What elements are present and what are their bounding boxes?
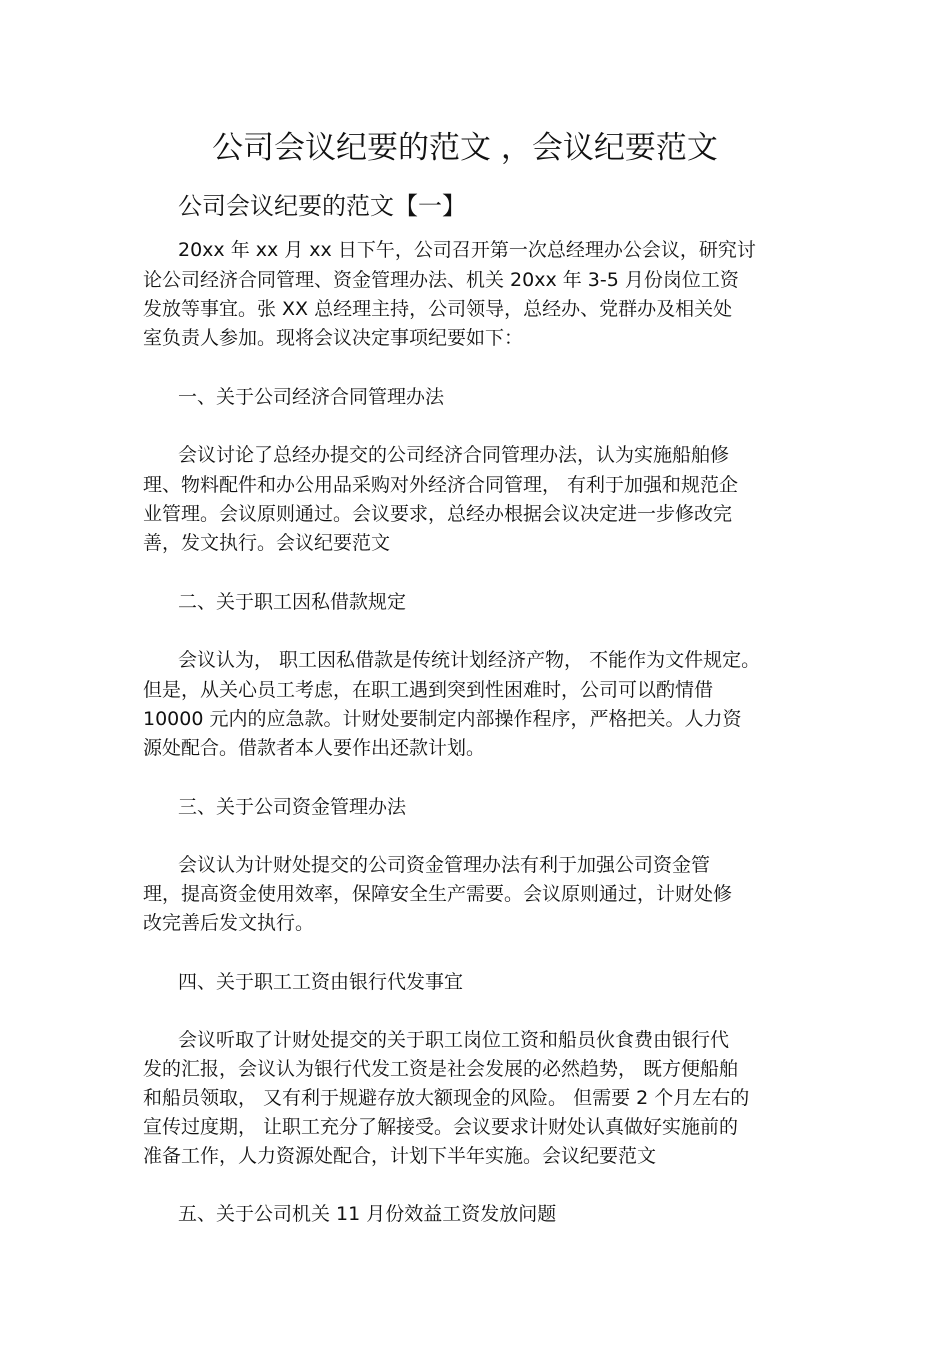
section-heading: 五、关于公司机关 11 月份效益工资发放问题: [178, 1203, 557, 1225]
paragraph-line: 善，发文执行。会议纪要范文: [143, 532, 391, 554]
paragraph-line: 准备工作，人力资源处配合，计划下半年实施。会议纪要范文: [143, 1145, 657, 1167]
paragraph-line: 室负责人参加。现将会议决定事项纪要如下：: [143, 327, 524, 349]
section-heading: 三、关于公司资金管理办法: [178, 796, 407, 818]
section-heading: 二、关于职工因私借款规定: [178, 591, 407, 613]
paragraph-line: 业管理。会议原则通过。会议要求，总经办根据会议决定进一步修改完: [143, 503, 733, 525]
paragraph-line: 会议讨论了总经办提交的公司经济合同管理办法，认为实施船舶修: [178, 444, 730, 466]
paragraph-line: 和船员领取， 又有利于规避存放大额现金的风险。 但需要 2 个月左右的: [143, 1087, 750, 1109]
section-heading: 四、关于职工工资由银行代发事宜: [178, 971, 464, 993]
paragraph-line: 宣传过度期， 让职工充分了解接受。会议要求计财处认真做好实施前的: [143, 1116, 739, 1138]
document-title: 公司会议纪要的范文 ，会议纪要范文: [212, 130, 718, 166]
section-subtitle: 公司会议纪要的范文【一】: [178, 192, 466, 220]
paragraph-line: 源处配合。借款者本人要作出还款计划。: [143, 737, 486, 759]
paragraph-line: 发的汇报，会议认为银行代发工资是社会发展的必然趋势， 既方便船舶: [143, 1058, 739, 1080]
paragraph-line: 会议认为计财处提交的公司资金管理办法有利于加强公司资金管: [178, 854, 711, 876]
paragraph-line: 10000 元内的应急款。计财处要制定内部操作程序，严格把关。人力资: [143, 708, 742, 730]
paragraph-line: 论公司经济合同管理、资金管理办法、机关 20xx 年 3-5 月份岗位工资: [143, 269, 739, 291]
paragraph-line: 改完善后发文执行。: [143, 912, 315, 934]
paragraph-line: 20xx 年 xx 月 xx 日下午，公司召开第一次总经理办公会议，研究讨: [178, 239, 756, 261]
paragraph-line: 会议认为， 职工因私借款是传统计划经济产物， 不能作为文件规定。: [178, 649, 761, 671]
paragraph-line: 理、物料配件和办公用品采购对外经济合同管理， 有利于加强和规范企: [143, 474, 739, 496]
paragraph-line: 发放等事宜。张 XX 总经理主持，公司领导，总经办、党群办及相关处: [143, 298, 733, 320]
paragraph-line: 但是，从关心员工考虑，在职工遇到突到性困难时，公司可以酌情借: [143, 679, 714, 701]
paragraph-line: 理，提高资金使用效率，保障安全生产需要。会议原则通过，计财处修: [143, 883, 733, 905]
paragraph-line: 会议听取了计财处提交的关于职工岗位工资和船员伙食费由银行代: [178, 1029, 730, 1051]
section-heading: 一、关于公司经济合同管理办法: [178, 386, 445, 408]
